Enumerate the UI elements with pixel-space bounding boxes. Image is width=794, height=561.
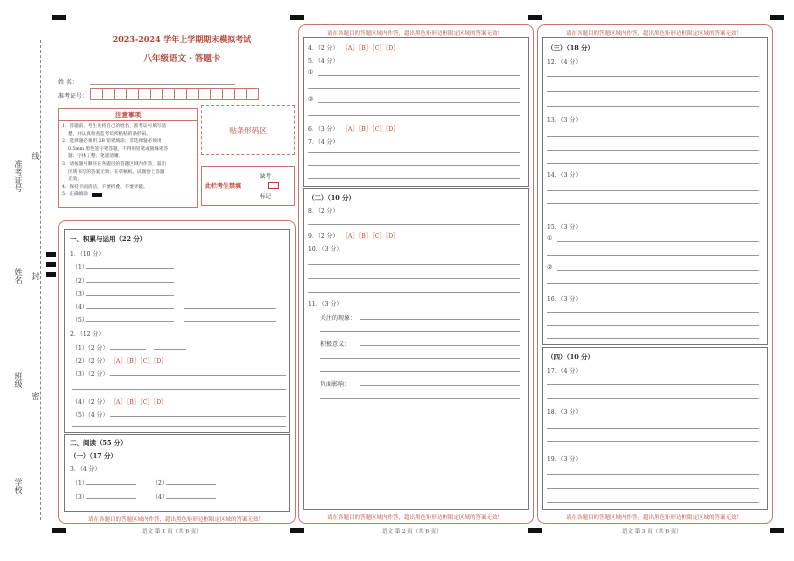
answer-line[interactable]	[86, 282, 174, 283]
answer-line[interactable]	[547, 283, 759, 284]
answer-line[interactable]	[86, 321, 174, 322]
page-1-footer: 语文 第 1 页（共 6 页）	[142, 529, 202, 535]
q3-sub: （4）	[152, 494, 168, 501]
answer-line[interactable]	[557, 241, 759, 242]
q2-5: （5）（4 分）	[72, 412, 109, 419]
absent-mark-box[interactable]	[268, 182, 279, 189]
q2-4-options[interactable]: ［A］［B］［C］［D］	[110, 399, 168, 406]
ticket-number-boxes[interactable]	[90, 88, 259, 100]
subject-title: 八年级语文 · 答题卡	[143, 54, 221, 64]
answer-line[interactable]	[320, 358, 520, 359]
section-2-title: 二、阅读（55 分）	[70, 439, 127, 447]
q7-label: 7．（4 分）	[308, 139, 339, 146]
page-3-footer: 语文 第 3 页（共 6 页）	[622, 529, 682, 535]
q15-circ-1: ①	[547, 235, 553, 242]
sub-section-3: （三）（18 分）	[547, 44, 595, 52]
q16-label: 16．（3 分）	[547, 296, 582, 303]
q3-sub: （3）	[72, 494, 88, 501]
q5-circ-1: ①	[308, 69, 314, 76]
barcode-label: 贴条形码区	[229, 125, 267, 135]
answer-line[interactable]	[86, 295, 174, 296]
answer-line[interactable]	[547, 474, 759, 475]
page-2-footer: 语文 第 2 页（共 6 页）	[382, 529, 442, 535]
side-label-name: 姓名	[14, 268, 23, 284]
answer-line[interactable]	[547, 312, 759, 313]
out-of-area-notice: 请在各题目的答题区域内作答，超出黑色矩形边框限定区域的答案无效！	[565, 515, 742, 521]
answer-line[interactable]	[547, 384, 759, 385]
answer-line[interactable]	[557, 270, 759, 271]
answer-line[interactable]	[166, 498, 216, 499]
q13-label: 13．（3 分）	[547, 117, 582, 124]
answer-line[interactable]	[547, 325, 759, 326]
q3-label: 3．（4 分）	[70, 466, 101, 473]
exam-title: 2023-2024 学年上学期期末模拟考试	[112, 34, 252, 44]
answer-line[interactable]	[184, 321, 276, 322]
registration-mark	[46, 272, 56, 277]
side-label-seal: 封	[31, 272, 40, 280]
answer-line[interactable]	[308, 224, 520, 225]
q1-sub: （1）	[72, 264, 88, 271]
sub-section-4: （四）（10 分）	[547, 353, 595, 361]
answer-line[interactable]	[547, 106, 759, 107]
barcode-area	[201, 105, 295, 155]
q2-2: （2）（2 分）	[72, 358, 109, 365]
registration-mark	[52, 15, 66, 20]
answer-line[interactable]	[547, 428, 759, 429]
q11-negative: 负面影响：	[320, 381, 351, 388]
answer-line[interactable]	[308, 165, 520, 166]
answer-line[interactable]	[184, 308, 276, 309]
answer-line[interactable]	[308, 178, 520, 179]
answer-line[interactable]	[547, 136, 759, 137]
notice-box	[58, 108, 198, 208]
absent-right-top: 缺考	[260, 174, 272, 180]
answer-line[interactable]	[86, 498, 136, 499]
q18-label: 18．（3 分）	[547, 409, 582, 416]
out-of-area-notice: 请在各题目的答题区域内作答，超出黑色矩形边框限定区域的答案无效！	[326, 515, 503, 521]
notice-line: 无效。	[68, 177, 82, 183]
answer-line[interactable]	[72, 389, 286, 390]
q3-sub: （2）	[152, 480, 168, 487]
registration-mark	[528, 15, 542, 20]
answer-line[interactable]	[547, 150, 759, 151]
registration-mark	[52, 528, 66, 533]
q6-options[interactable]: ［A］［B］［C］［D］	[342, 126, 400, 133]
answer-line[interactable]	[86, 268, 174, 269]
absent-right-bottom: 标记	[260, 194, 272, 200]
q19-label: 19．（3 分）	[547, 456, 582, 463]
answer-line[interactable]	[360, 345, 520, 346]
registration-mark	[46, 252, 56, 257]
name-field[interactable]	[90, 84, 235, 85]
notice-line: 楚，并认真检查监考员所粘贴的条形码。	[68, 131, 151, 137]
notice-line: 3．请按题号顺序在各题目的答题区域内作答，超出	[62, 161, 166, 167]
q2-2-options[interactable]: ［A］［B］［C］［D］	[110, 358, 168, 365]
q10-label: 10．（3 分）	[308, 246, 343, 253]
q5-circ-2: ②	[308, 96, 314, 103]
answer-line[interactable]	[110, 416, 286, 417]
name-label: 姓 名：	[58, 79, 78, 86]
registration-mark	[290, 15, 304, 20]
answer-line[interactable]	[308, 115, 520, 116]
answer-line[interactable]	[308, 264, 520, 265]
answer-line[interactable]	[320, 331, 520, 332]
section-1-title: 一、积累与运用（22 分）	[70, 235, 147, 243]
answer-line[interactable]	[547, 502, 759, 503]
answer-line[interactable]	[547, 488, 759, 489]
q2-label: 2．（12 分）	[70, 331, 105, 338]
answer-line[interactable]	[320, 398, 520, 399]
q11-label: 11．（3 分）	[308, 301, 343, 308]
answer-line[interactable]	[308, 292, 520, 293]
registration-mark	[770, 15, 784, 20]
answer-line[interactable]	[320, 371, 520, 372]
q17-label: 17．（4 分）	[547, 368, 582, 375]
out-of-area-notice: 请在各题目的答题区域内作答，超出黑色矩形边框限定区域的答案无效！	[565, 31, 742, 37]
registration-mark	[528, 528, 542, 533]
q9-options[interactable]: ［A］［B］［C］［D］	[342, 233, 400, 240]
answer-line[interactable]	[110, 375, 286, 376]
answer-line[interactable]	[547, 338, 759, 339]
answer-line[interactable]	[547, 76, 759, 77]
q8-label: 8．（2 分）	[308, 208, 339, 215]
answer-line[interactable]	[547, 91, 759, 92]
absent-label: 此栏考生禁填	[205, 183, 242, 190]
out-of-area-notice: 请在各题目的答题区域内作答，超出黑色矩形边框限定区域的答案无效！	[326, 31, 503, 37]
notice-line: 1．答题前，考生先将自己的姓名，准考证号填写清	[62, 124, 166, 129]
side-label-class: 班级	[14, 372, 23, 388]
q14-label: 14．（3 分）	[547, 172, 582, 179]
answer-line[interactable]	[154, 349, 186, 350]
answer-line[interactable]	[547, 255, 759, 256]
notice-line: 2．选择题必须用 2B 铅笔填涂；非选择题必须用	[62, 139, 162, 145]
q9-label: 9．（2 分）	[308, 233, 339, 240]
registration-mark	[290, 528, 304, 533]
q11-concern: 关注的现象：	[320, 315, 357, 322]
q1-sub: （3）	[72, 291, 88, 298]
answer-line[interactable]	[308, 278, 520, 279]
q5-label: 5．（4 分）	[308, 58, 339, 65]
out-of-area-notice: 请在各题目的答题区域内作答，超出黑色矩形边框限定区域的答案无效！	[87, 517, 264, 523]
side-label-secret: 密	[31, 392, 40, 400]
answer-line[interactable]	[318, 75, 520, 76]
q2-3: （3）（2 分）	[72, 371, 109, 378]
answer-line[interactable]	[166, 484, 216, 485]
answer-line[interactable]	[308, 152, 520, 153]
q3-sub: （1）	[72, 480, 88, 487]
answer-line[interactable]	[86, 484, 136, 485]
q1-sub: （5）	[72, 317, 88, 324]
notice-line: 0.5mm 黑色签字笔答题，不得用铅笔或圆珠笔答	[68, 146, 169, 152]
notice-line: 区域书写的答案无效；在草稿纸、试题卷上答题	[68, 169, 165, 175]
notice-line: 5．正确填涂	[62, 192, 88, 198]
q6-label: 6．（3 分）	[308, 126, 339, 133]
answer-line[interactable]	[72, 426, 286, 427]
registration-mark	[46, 262, 56, 267]
q1-sub: （4）	[72, 304, 88, 311]
answer-line[interactable]	[547, 441, 759, 442]
q12-label: 12．（4 分）	[547, 59, 582, 66]
q4-label: 4．（2 分）	[308, 45, 339, 52]
answer-line[interactable]	[86, 308, 174, 309]
q11-positive: 积极意义：	[320, 341, 351, 348]
answer-line[interactable]	[360, 319, 520, 320]
notice-title: 注意事项	[59, 109, 197, 121]
answer-line[interactable]	[318, 102, 520, 103]
answer-line[interactable]	[547, 163, 759, 164]
ticket-label: 准考证号：	[58, 93, 89, 100]
answer-line[interactable]	[547, 203, 759, 204]
answer-line[interactable]	[308, 88, 520, 89]
q15-label: 15．（3 分）	[547, 224, 582, 231]
absent-box	[201, 166, 295, 206]
q15-circ-2: ②	[547, 264, 553, 271]
q4-options[interactable]: ［A］［B］［C］［D］	[342, 45, 400, 52]
notice-line: 题；字体工整、笔迹清晰。	[68, 154, 124, 160]
fill-sample	[92, 193, 102, 197]
side-label-ticket: 准考证号	[14, 160, 23, 192]
sub-section-1: （一）（17 分）	[70, 452, 118, 460]
sub-section-2: （二）（10 分）	[308, 194, 356, 202]
side-label-line: 线	[31, 152, 40, 160]
q2-4: （4）（2 分）	[72, 399, 109, 406]
q2-1: （1）（2 分）	[72, 345, 109, 352]
answer-line[interactable]	[110, 349, 146, 350]
q1-sub: （2）	[72, 278, 88, 285]
answer-line[interactable]	[547, 190, 759, 191]
side-label-school: 学校	[14, 478, 23, 494]
q1-label: 1．（10 分）	[70, 251, 105, 258]
notice-line: 4．保持卡面清洁，不要折叠、不要弄破。	[62, 184, 148, 190]
answer-line[interactable]	[360, 385, 520, 386]
binding-line	[40, 40, 41, 520]
answer-line[interactable]	[547, 398, 759, 399]
registration-mark	[770, 528, 784, 533]
